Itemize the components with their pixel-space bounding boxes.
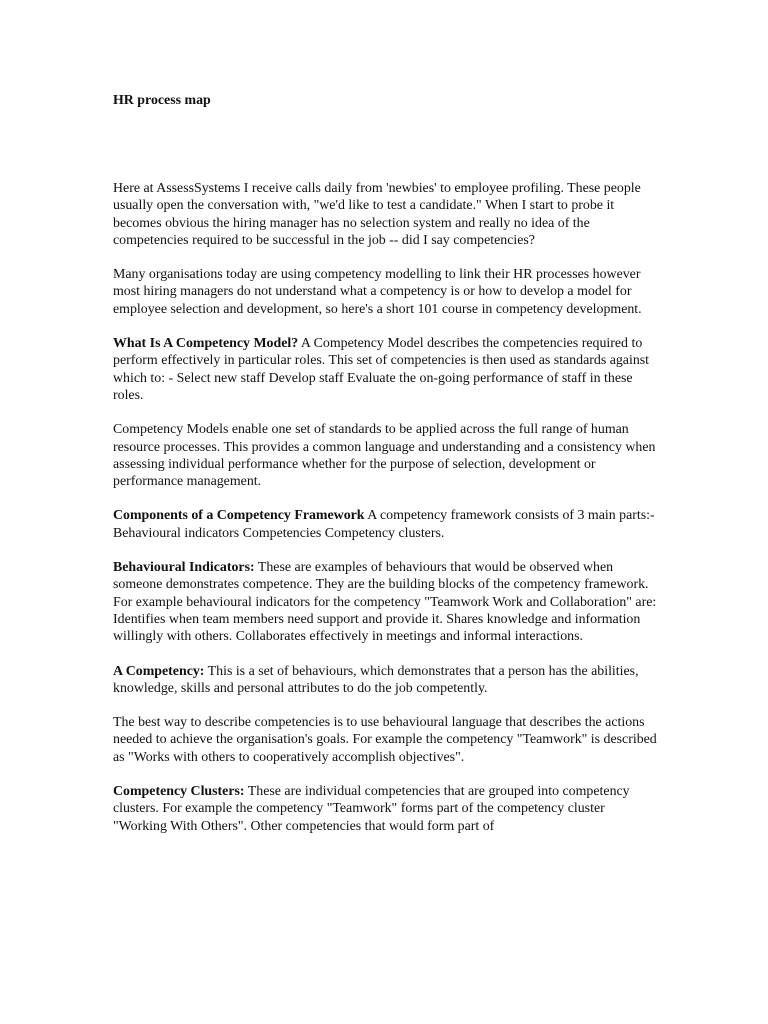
- paragraph-text: The best way to describe competencies is to use behavioural language that describes the actions needed to achieve the organisation's goals. For example the competency "Teamwork" is described as "Works with others to cooperatively accomplish objectives".: [113, 715, 657, 765]
- paragraph-text: A Competency Model describes the competencies required to perform effectively in particular roles. This set of competencies is then used as standards against which to: - Select new staff Develop staff Evaluate the on-going performance of staff in these roles.: [113, 336, 650, 403]
- document-body: [113, 180, 658, 835]
- paragraph-components: [113, 507, 658, 542]
- document-page: [113, 92, 658, 852]
- paragraph-competency-clusters: [113, 783, 658, 835]
- paragraph-text: A competency framework consists of 3 main parts:-Behavioural indicators Competencies Competency clusters.: [113, 508, 655, 541]
- paragraph-text: Many organisations today are using competency modelling to link their HR processes however most hiring managers do not understand what a competency is or how to develop a model for employee selection and development, so here's a short 101 course in competency development.: [113, 267, 642, 317]
- paragraph-intro: [113, 180, 658, 249]
- section-heading: Competency Clusters:: [113, 784, 245, 800]
- paragraph-competency-models-standards: [113, 421, 658, 490]
- paragraph-competency-model: [113, 335, 658, 404]
- document-title: HR process map: [113, 93, 211, 108]
- paragraph-text: Here at AssessSystems I receive calls daily from 'newbies' to employee profiling. These people usually open the conversation with, "we'd like to test a candidate." When I start to probe it becomes obvious the hiring manager has no selection system and really no idea of the competencies required to be successful in the job -- did I say competencies?: [113, 181, 641, 248]
- paragraph-organisations: [113, 266, 658, 318]
- section-heading: Behavioural Indicators:: [113, 560, 255, 576]
- paragraph-behavioural-language: [113, 714, 658, 766]
- section-heading: Components of a Competency Framework: [113, 508, 365, 524]
- paragraph-text: These are individual competencies that are grouped into competency clusters. For example the competency "Teamwork" forms part of the competency cluster "Working With Others". Other competencies that would form part of: [113, 784, 630, 834]
- paragraph-a-competency: [113, 663, 658, 698]
- paragraph-text: These are examples of behaviours that would be observed when someone demonstrates competence. They are the building blocks of the competency framework. For example behavioural indicators for the competency "Teamwork Work and Collaboration" are: Identifies when team members need support and provide it. Shares knowledge and information willingly with others. Collaborates effectively in meetings and informal interactions.: [113, 560, 657, 645]
- paragraph-text: Competency Models enable one set of standards to be applied across the full range of human resource processes. This provides a common language and understanding and a consistency when assessing individual performance whether for the purpose of selection, development or performance management.: [113, 422, 656, 490]
- paragraph-behavioural-indicators: [113, 559, 658, 645]
- section-heading: A Competency:: [113, 663, 205, 679]
- paragraph-text: This is a set of behaviours, which demonstrates that a person has the abilities, knowledge, skills and personal attributes to do the job competently.: [113, 663, 639, 696]
- section-heading: What Is A Competency Model?: [113, 336, 299, 352]
